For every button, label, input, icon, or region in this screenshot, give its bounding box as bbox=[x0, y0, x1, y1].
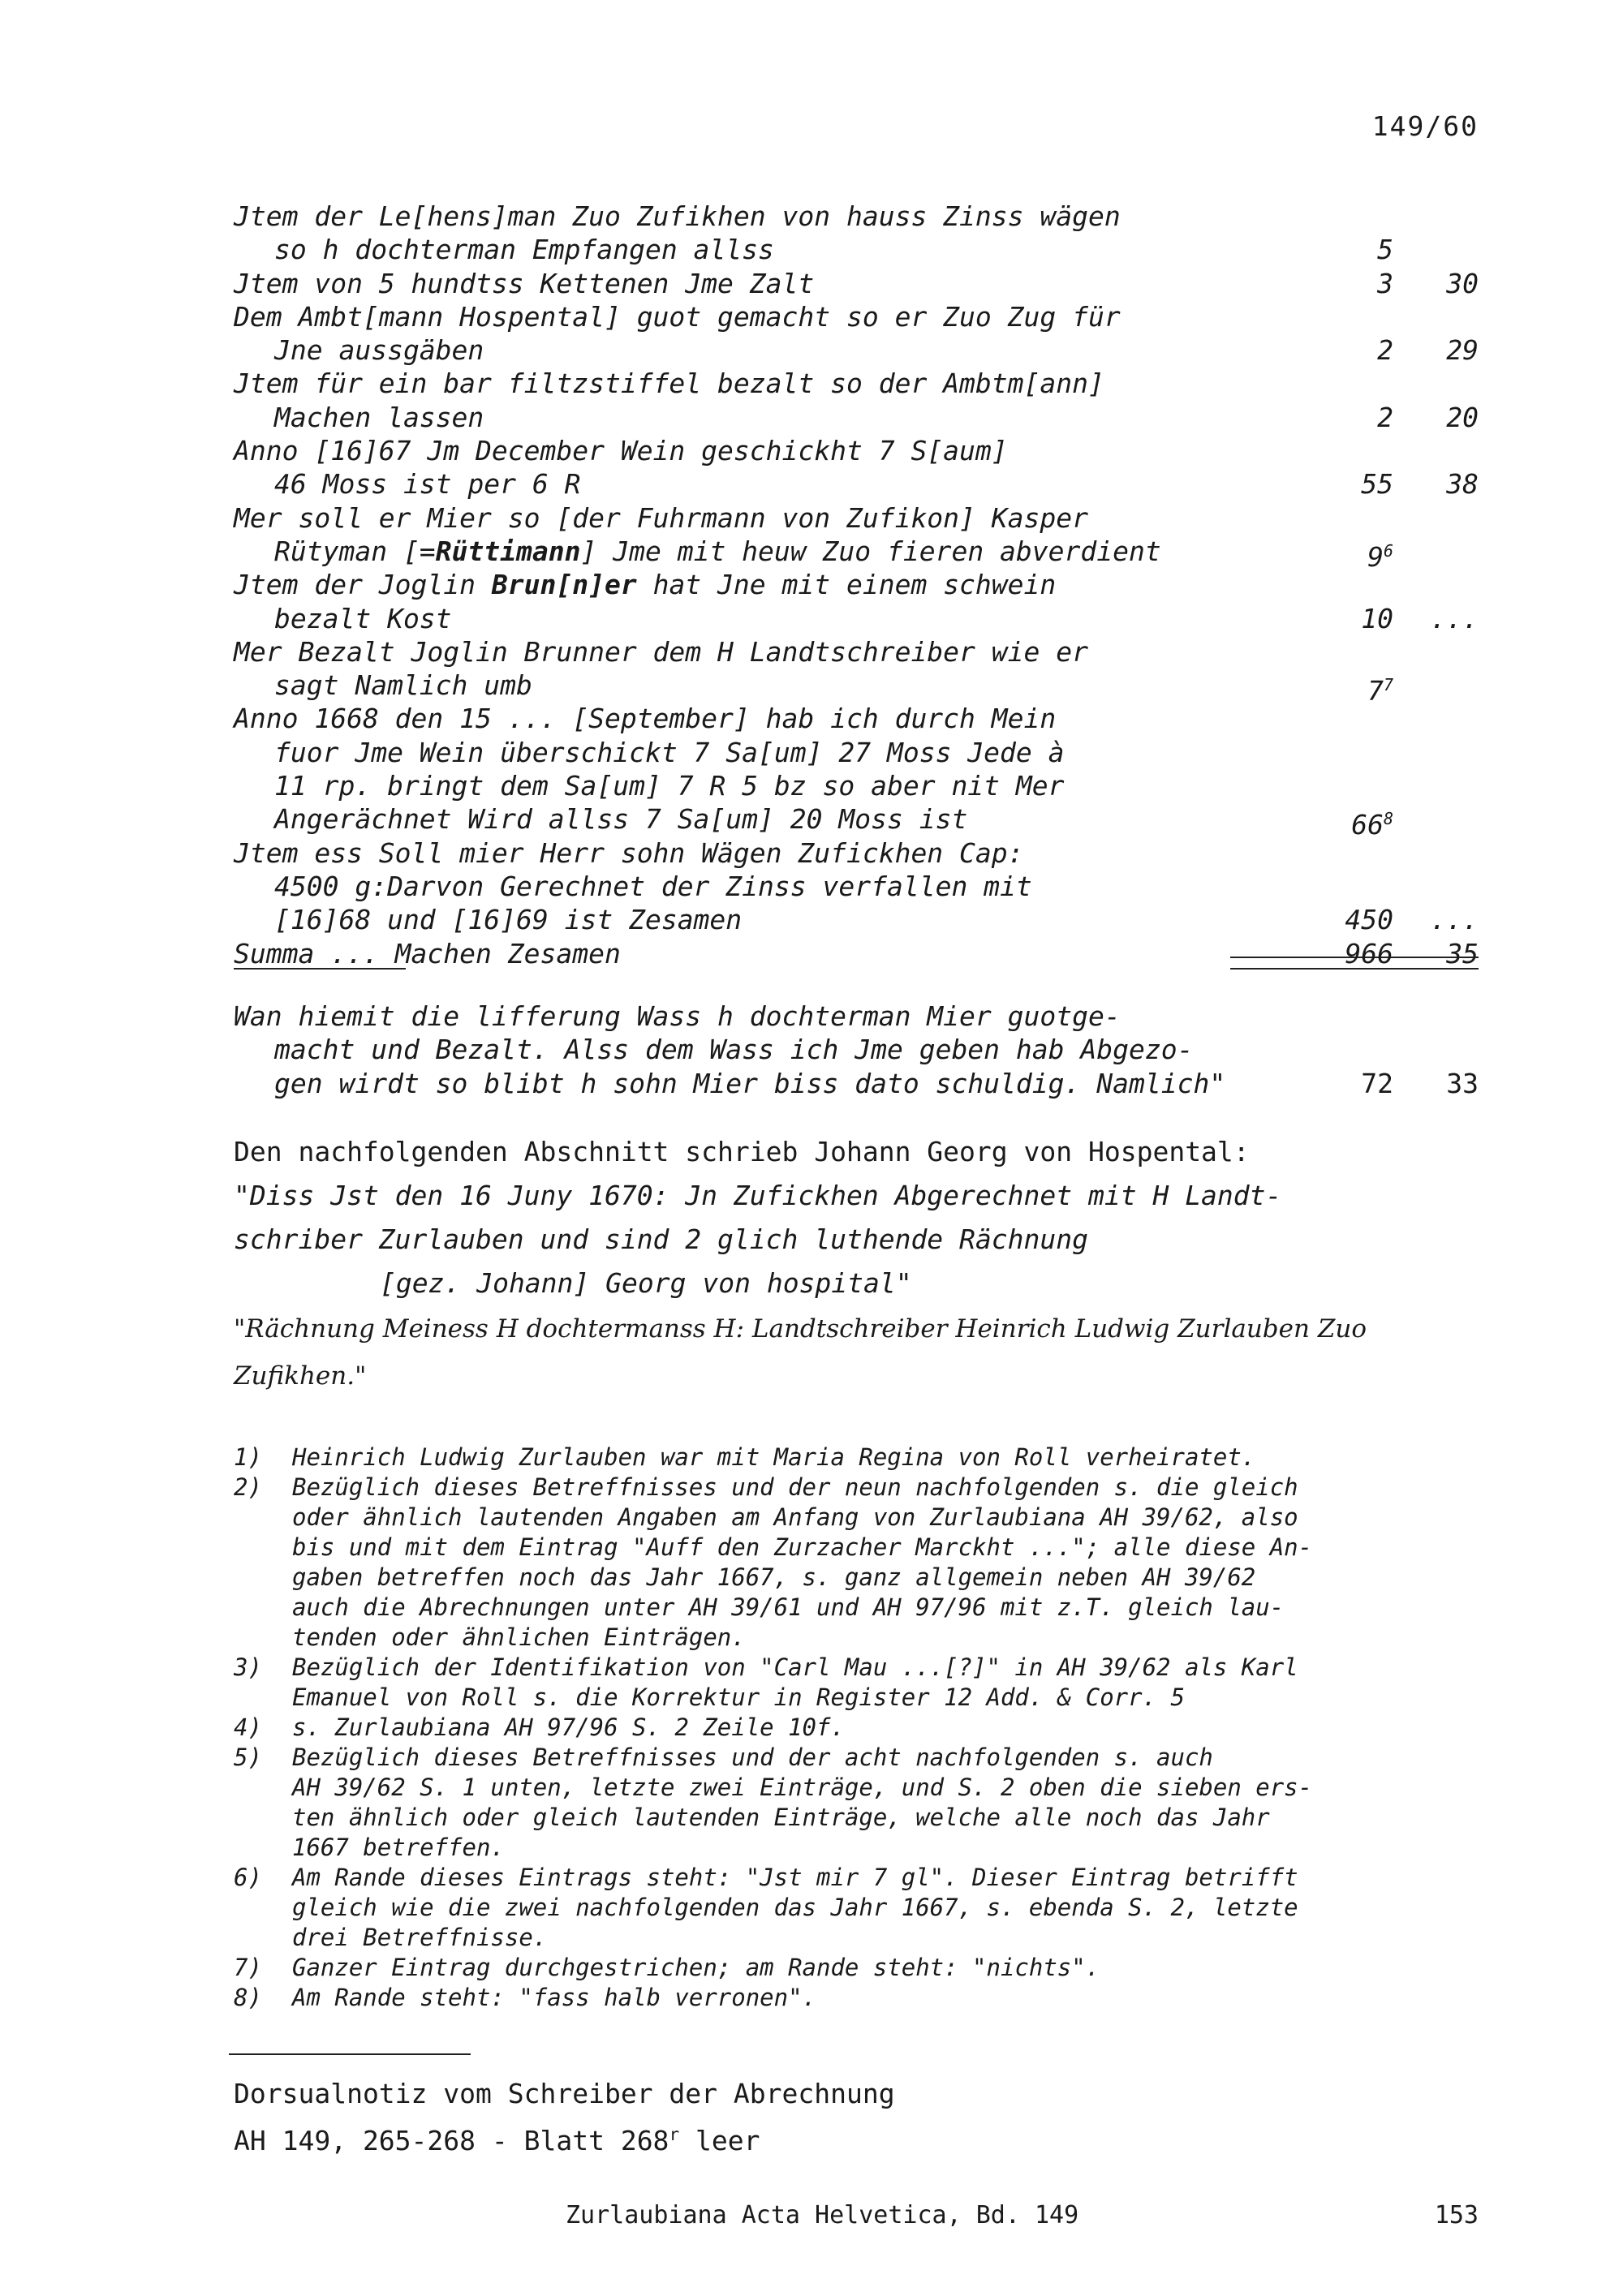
ledger-text: so h dochterman Empfangen allss bbox=[274, 234, 774, 266]
ledger-text: bezalt Kost bbox=[274, 602, 452, 634]
footnote bbox=[234, 1713, 1483, 1743]
closing-schilling: 33 bbox=[1446, 1067, 1479, 1099]
ledger-row bbox=[234, 635, 1479, 669]
footnote bbox=[234, 1953, 1483, 1983]
ledger-row bbox=[234, 467, 1479, 501]
closing-line: gen wirdt so blibt h sohn Mier biss dato schuldig. Namlich" 72 33 bbox=[274, 1067, 1479, 1099]
ledger-text: fuor Jme Wein überschickt 7 Sa[um] 27 Moss Jede à bbox=[274, 736, 1065, 768]
summa-double-rule bbox=[1230, 968, 1479, 970]
footnote-text bbox=[292, 1713, 1483, 1743]
footnote bbox=[234, 1653, 1483, 1713]
ledger bbox=[234, 200, 1479, 970]
ledger-row bbox=[234, 870, 1479, 903]
ledger-row bbox=[234, 802, 1479, 841]
footnote-line: gleich wie die zwei nachfolgenden das Jahr 1667, s. ebenda S. 2, letzte bbox=[292, 1894, 1298, 1921]
separator-rule bbox=[229, 2053, 471, 2055]
ledger-row bbox=[234, 568, 1479, 601]
footnote-line: ten ähnlich oder gleich lautenden Einträge, welche alle noch das Jahr bbox=[292, 1804, 1270, 1831]
dorsal-quote: Zufikhen." bbox=[234, 1361, 367, 1391]
footnote bbox=[234, 1443, 1483, 1473]
summa-gulden: 966 bbox=[1345, 937, 1393, 970]
footnote-text bbox=[292, 1473, 1483, 1653]
footnote-number: 8) bbox=[234, 1984, 262, 2011]
amount-schilling: ... bbox=[1430, 602, 1479, 634]
footnote-line: Bezüglich dieses Betreffnisses und der neun nachfolgenden s. die gleich bbox=[292, 1473, 1298, 1501]
footnote-line: gaben betreffen noch das Jahr 1667, s. ganz allgemein neben AH 39/62 bbox=[292, 1563, 1256, 1591]
ledger-text: Anno 1668 den 15 ... [September] hab ich durch Mein bbox=[234, 703, 1057, 735]
closing-gulden: 72 bbox=[1361, 1067, 1393, 1099]
footnote-number: 1) bbox=[234, 1443, 262, 1471]
footnote-line: Ganzer Eintrag durchgestrichen; am Rande steht: "nichts". bbox=[292, 1954, 1100, 1981]
amount-schilling: ... bbox=[1430, 904, 1479, 936]
footnote-line: Bezüglich dieses Betreffnisses und der acht nachfolgenden s. auch bbox=[292, 1743, 1213, 1771]
footnote-text bbox=[292, 1653, 1483, 1713]
ledger-row bbox=[234, 702, 1479, 735]
ledger-row bbox=[234, 267, 1479, 300]
ledger-text: 46 Moss ist per 6 R bbox=[274, 468, 581, 501]
ledger-text: Machen lassen bbox=[274, 401, 484, 433]
footnote-line: Heinrich Ludwig Zurlauben war mit Maria Regina von Roll verheiratet. bbox=[292, 1443, 1256, 1471]
ledger-text: sagt Namlich umb bbox=[274, 669, 532, 702]
dorsal-quote: "Rächnung Meiness H dochtermanss H: Landtschreiber Heinrich Ludwig Zurlauben Zuo bbox=[234, 1314, 1367, 1344]
ledger-row bbox=[234, 434, 1479, 467]
ledger-text: Jtem von 5 hundtss Kettenen Jme Zalt bbox=[234, 267, 815, 299]
ledger-row bbox=[234, 836, 1479, 870]
ledger-row bbox=[234, 333, 1479, 367]
ledger-text: [16]68 und [16]69 ist Zesamen bbox=[274, 904, 743, 936]
amount-gulden: $9^6$ bbox=[1367, 540, 1393, 573]
amount-gulden: $7^7$ bbox=[1367, 675, 1393, 707]
ledger-row bbox=[234, 200, 1479, 233]
footnote-line: Bezüglich der Identifikation von "Carl Mau ...[?]" in AH 39/62 als Karl bbox=[292, 1653, 1298, 1681]
footnote bbox=[234, 1983, 1483, 2013]
footnote-line: drei Betreffnisse. bbox=[292, 1924, 548, 1951]
footnote-text bbox=[292, 1953, 1483, 1983]
ledger-text: 11 rp. bringt dem Sa[um] 7 R 5 bz so aber nit Mer bbox=[274, 770, 1065, 802]
ledger-row bbox=[234, 401, 1479, 434]
ledger-text: Jtem der Le[hens]man Zuo Zufikhen von hauss Zinss wägen bbox=[234, 200, 1121, 232]
footnote-text bbox=[292, 1743, 1483, 1863]
footnote-text bbox=[292, 1863, 1483, 1953]
dorsal-reference: AH 149, 265-268 - Blatt 268$^r$ leer bbox=[234, 2125, 760, 2156]
ledger-row bbox=[234, 300, 1479, 333]
closing-paragraph bbox=[234, 1000, 1479, 1100]
footnote-text bbox=[292, 1983, 1483, 2013]
footnote-line: AH 39/62 S. 1 unten, letzte zwei Einträge, und S. 2 oben die sieben ers- bbox=[292, 1774, 1313, 1801]
ledger-text: Angerächnet Wird allss 7 Sa[um] 20 Moss ist bbox=[274, 803, 968, 836]
footnote-line: oder ähnlich lautenden Angaben am Anfang von Zurlaubiana AH 39/62, also bbox=[292, 1503, 1298, 1531]
footnote-number: 4) bbox=[234, 1713, 262, 1741]
amount-gulden: 2 bbox=[1377, 401, 1393, 433]
summa-schilling: 35 bbox=[1446, 937, 1479, 970]
footnote-line: bis und mit dem Eintrag "Auff den Zurzacher Marckht ..."; alle diese An- bbox=[292, 1533, 1313, 1561]
ledger-text: Jtem der Joglin Brun[n]er hat Jne mit einem schwein bbox=[234, 569, 1057, 601]
amount-gulden: 10 bbox=[1361, 602, 1393, 634]
ledger-row bbox=[234, 602, 1479, 635]
closing-line: macht und Bezalt. Alss dem Wass ich Jme geben hab Abgezo- bbox=[274, 1034, 1194, 1066]
footnote-line: auch die Abrechnungen unter AH 39/61 und AH 97/96 mit z.T. gleich lau- bbox=[292, 1593, 1285, 1621]
footnote bbox=[234, 1473, 1483, 1653]
amount-schilling: 38 bbox=[1446, 468, 1479, 501]
narrative-intro: Den nachfolgenden Abschnitt schrieb Johann Georg von Hospental: bbox=[234, 1136, 1250, 1167]
ledger-row bbox=[234, 367, 1479, 400]
footer-title: Zurlaubiana Acta Helvetica, Bd. 149 bbox=[566, 2201, 1079, 2229]
footnote-number: 5) bbox=[234, 1743, 262, 1771]
footnote-line: 1667 betreffen. bbox=[292, 1834, 505, 1861]
footnote-text bbox=[292, 1443, 1483, 1473]
amount-gulden: 55 bbox=[1361, 468, 1393, 501]
amount-gulden: 5 bbox=[1377, 234, 1393, 266]
footer-page-number: 153 bbox=[1434, 2201, 1479, 2229]
dorsal-note bbox=[234, 2074, 895, 2161]
footnote-line: Am Rande dieses Eintrags steht: "Jst mir 7 gl". Dieser Eintrag betrifft bbox=[292, 1864, 1298, 1891]
amount-gulden: 3 bbox=[1377, 267, 1393, 299]
ledger-text: Dem Ambt[mann Hospental] guot gemacht so er Zuo Zug für bbox=[234, 300, 1121, 333]
footnote-number: 2) bbox=[234, 1473, 262, 1501]
footnote-line: s. Zurlaubiana AH 97/96 S. 2 Zeile 10f. bbox=[292, 1713, 845, 1741]
summa-row bbox=[234, 937, 1479, 970]
narrative bbox=[234, 1130, 1479, 1400]
narrative-quote: "Diss Jst den 16 Juny 1670: Jn Zufickhen Abgerechnet mit H Landt- bbox=[234, 1180, 1282, 1211]
ledger-text: Jtem für ein bar filtzstiffel bezalt so der Ambtm[ann] bbox=[234, 368, 1104, 400]
amount-gulden: 2 bbox=[1377, 334, 1393, 367]
summa-text: Summa ... Machen Zesamen bbox=[234, 937, 621, 970]
amount-schilling: 20 bbox=[1446, 401, 1479, 433]
amount-schilling: 30 bbox=[1446, 267, 1479, 299]
ledger-text: Jne aussgäben bbox=[274, 334, 484, 367]
ledger-text: Anno [16]67 Jm December Wein geschickht 7 S[aum] bbox=[234, 435, 1008, 467]
ledger-row bbox=[234, 903, 1479, 936]
ledger-text: Mer Bezalt Joglin Brunner dem H Landtschreiber wie er bbox=[234, 635, 1088, 668]
ledger-text: Mer soll er Mier so [der Fuhrmann von Zufikon] Kasper bbox=[234, 501, 1088, 534]
ledger-text: Rütyman [=Rüttimann] Jme mit heuw Zuo fieren abverdient bbox=[274, 535, 1161, 567]
amount-gulden: $66^8$ bbox=[1351, 809, 1393, 841]
dorsal-title: Dorsualnotiz vom Schreiber der Abrechnung bbox=[234, 2078, 895, 2109]
amount-gulden: 450 bbox=[1345, 904, 1393, 936]
footnote bbox=[234, 1743, 1483, 1863]
footnote-number: 3) bbox=[234, 1653, 262, 1681]
ledger-row bbox=[234, 233, 1479, 266]
ledger-text: 4500 g:Darvon Gerechnet der Zinss verfallen mit bbox=[274, 870, 1032, 902]
footnote-line: Am Rande steht: "fass halb verronen". bbox=[292, 1984, 817, 2011]
ledger-text: Jtem ess Soll mier Herr sohn Wägen Zufickhen Cap: bbox=[234, 836, 1024, 869]
footnote-number: 7) bbox=[234, 1954, 262, 1981]
ledger-row bbox=[234, 535, 1479, 573]
footnote-line: Emanuel von Roll s. die Korrektur in Register 12 Add. & Corr. 5 bbox=[292, 1683, 1185, 1711]
narrative-signature: [gez. Johann] Georg von hospital" bbox=[380, 1267, 912, 1299]
page-number: 149/60 bbox=[1371, 110, 1479, 142]
narrative-quote: schriber Zurlauben und sind 2 glich luthende Rächnung bbox=[234, 1223, 1088, 1255]
footnotes bbox=[234, 1443, 1483, 2013]
ledger-row bbox=[234, 501, 1479, 535]
ledger-row bbox=[234, 669, 1479, 707]
footnote-number: 6) bbox=[234, 1864, 262, 1891]
ledger-row bbox=[234, 769, 1479, 802]
amount-schilling: 29 bbox=[1446, 334, 1479, 367]
footnote bbox=[234, 1863, 1483, 1953]
closing-line: Wan hiemit die lifferung Wass h dochterman Mier guotge- bbox=[234, 1000, 1121, 1032]
summa-underline bbox=[234, 968, 406, 970]
ledger-row bbox=[234, 736, 1479, 769]
footnote-line: tenden oder ähnlichen Einträgen. bbox=[292, 1623, 746, 1651]
